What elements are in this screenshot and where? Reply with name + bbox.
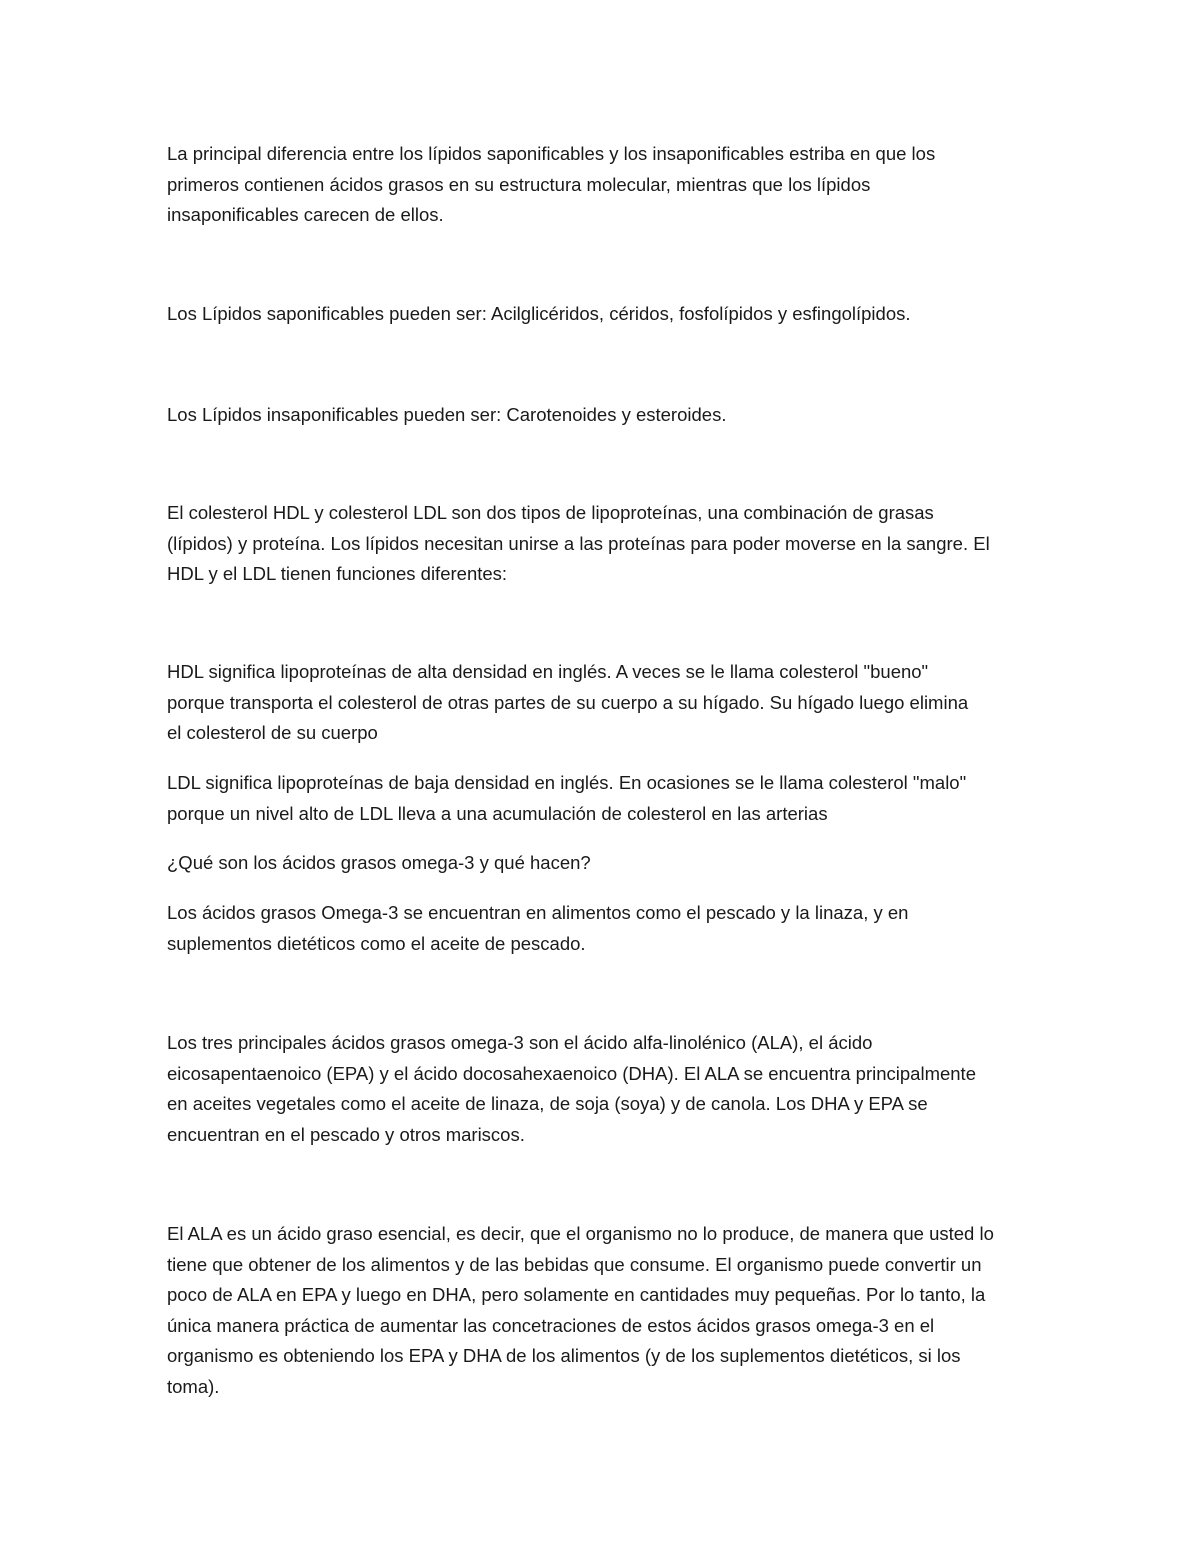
paragraph-lipid-difference: La principal diferencia entre los lípidos saponificables y los insaponificables estriba en que los primeros contienen ácidos grasos en su estructura molecular, mientras que los lípidos insaponificables carecen de ellos. — [167, 143, 936, 225]
paragraph-saponifiable-lipids: Los Lípidos saponificables pueden ser: Acilglicéridos, céridos, fosfolípidos y esfingolípidos. — [167, 303, 911, 324]
paragraph-omega3-sources: Los ácidos grasos Omega-3 se encuentran en alimentos como el pescado y la linaza, y en suplementos dietéticos como el aceite de pescado. — [167, 902, 909, 954]
paragraph-ldl: LDL significa lipoproteínas de baja densidad en inglés. En ocasiones se le llama colesterol "malo" porque un nivel alto de LDL lleva a una acumulación de colesterol en las arterias — [167, 772, 967, 824]
paragraph-omega3-types: Los tres principales ácidos grasos omega-3 son el ácido alfa-linolénico (ALA), el ácido eicosapentaenoico (EPA) y el ácido docosahexaenoico (DHA). El ALA se encuentra principalmente en aceites vegetales como el aceite de linaza, de soja (soya) y de canola. Los DHA y EPA se encuentran en el pescado y otros mariscos. — [167, 1032, 976, 1145]
paragraph-hdl-ldl-intro: El colesterol HDL y colesterol LDL son dos tipos de lipoproteínas, una combinación de grasas (lípidos) y proteína. Los lípidos necesitan unirse a las proteínas para poder moverse en la sangre. El HDL y el LDL tienen funciones diferentes: — [167, 502, 990, 584]
paragraph-ala-essential: El ALA es un ácido graso esencial, es decir, que el organismo no lo produce, de manera que usted lo tiene que obtener de los alimentos y de las bebidas que consume. El organismo puede convertir un poco de ALA en EPA y luego en DHA, pero solamente en cantidades muy pequeñas. Por lo tanto, la única manera práctica de aumentar las concetraciones de estos ácidos grasos omega-3 en el organismo es obteniendo los EPA y DHA de los alimentos (y de los suplementos dietéticos, si los toma). — [167, 1223, 994, 1397]
paragraph-hdl: HDL significa lipoproteínas de alta densidad en inglés. A veces se le llama colesterol "bueno" porque transporta el colesterol de otras partes de su cuerpo a su hígado. Su hígado luego elimina el colesterol de su cuerpo — [167, 661, 969, 743]
paragraph-omega3-question: ¿Qué son los ácidos grasos omega-3 y qué hacen? — [167, 852, 591, 873]
paragraph-unsaponifiable-lipids: Los Lípidos insaponificables pueden ser: Carotenoides y esteroides. — [167, 404, 727, 425]
